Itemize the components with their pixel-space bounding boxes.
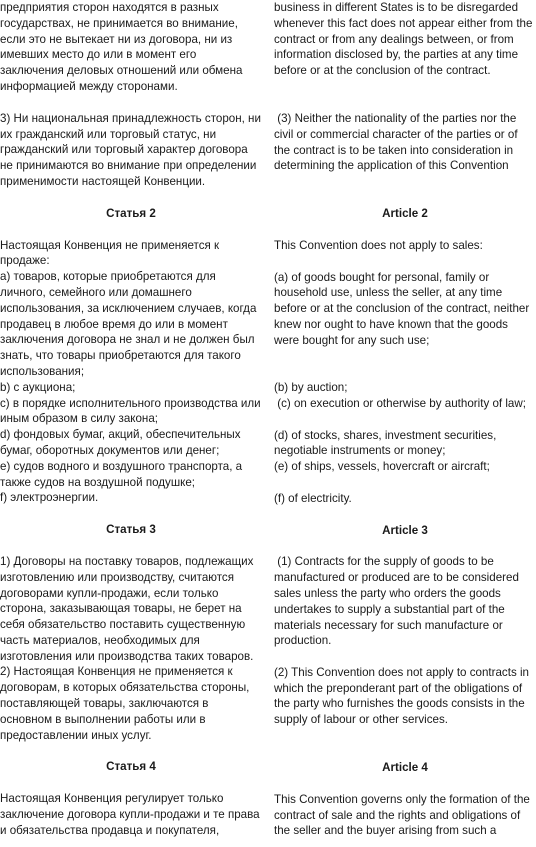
en-article-4-body: This Convention governs only the formation of the contract of sale and the rights and obligations of the seller and the buyer arising from such a (274, 792, 534, 838)
en-article-2-heading: Article 2 (382, 207, 428, 221)
ru-article-2-heading: Статья 2 (106, 206, 156, 220)
ru-article-4-body: Настоящая Конвенция регулирует только заключение договора купли-продажи и те права и обязательства продавца и покупателя, (0, 792, 263, 837)
ru-article-3-heading: Статья 3 (106, 523, 156, 537)
en-article-3-heading: Article 3 (382, 523, 428, 537)
ru-article-3-body: 1) Договоры на поставку товаров, подлежащих изготовлению или производству, считаются договорами купли-продажи, если только сторона, заказывающая товары, не берет на себя обязательство поставить существенную часть материалов, необходимых для изготовления или производства таких товаров. 2) Настоящая Конвенция не применяется к договорам, в которых обязательства стороны, поставляющей товары, заключаются в основном в выполнении работы или в предоставлении иных услуг. (0, 554, 254, 742)
en-article-2-body: This Convention does not apply to sales: (a) of goods bought for personal, family or household use, unless the seller, at any time before or at the conclusion of the contract, neither knew nor ought to have known that the goods were bought for any such use; (b) by auction; (c) on execution or otherwise by authority of law; (d) of stocks, shares, investment securities, negotiable instruments or money; (e) of ships, vessels, hovercraft or aircraft; (f) of electricity. (274, 238, 530, 505)
en-article-3-body: (1) Contracts for the supply of goods to be manufactured or produced are to be considered sales unless the party who orders the goods undertakes to supply a substantial part of the materials necessary for such manufacture or production. (2) This Convention does not apply to contracts in which the preponderant part of the obligations of the party who furnishes the goods consists in the supply of labour or other services. (274, 555, 529, 727)
ru-art1-para2-tail: предприятия сторон находятся в разных государствах, не принимается во внимание, если это не вытекает ни из договора, ни из имевших место до или в момент его заключения деловых отношений или обмена информацией между сторонами. (0, 1, 246, 93)
english-column (274, 0, 536, 839)
en-article-4-heading: Article 4 (382, 761, 428, 775)
en-art1-para2-tail: business in different States is to be disregarded whenever this fact does not appear either from the contract or from any dealings between, or from information disclosed by, the parties at any time before or at the conclusion of the contract. (274, 1, 536, 78)
en-art1-para3: (3) Neither the nationality of the parties nor the civil or commercial character of the parties or of the contract is to be taken into consideration in determining the application of this Convention (274, 111, 521, 173)
russian-column (0, 0, 265, 839)
ru-article-2-body: Настоящая Конвенция не применяется к продаже: а) товаров, которые приобретаются для личного, семейного или домашнего использования, за исключением случаев, когда продавец в любое время до или в момент заключения договора не знал и не должен был знать, что товары приобретаются для такого использования; b) с аукциона; с) в порядке исполнительного производства или иным образом в силу закона; d) фондовых бумаг, акций, обеспечительных бумаг, оборотных документов или денег; е) судов водного и воздушного транспорта, а также судов на воздушной подушке; f) электроэнергии. (0, 238, 261, 505)
ru-article-4-heading: Статья 4 (106, 760, 156, 774)
ru-art1-para3: 3) Ни национальная принадлежность сторон, ни их гражданский или торговый статус, ни гражданский или торговый характер договора не принимаются во внимание при определении применимости настоящей Конвенции. (0, 111, 265, 188)
